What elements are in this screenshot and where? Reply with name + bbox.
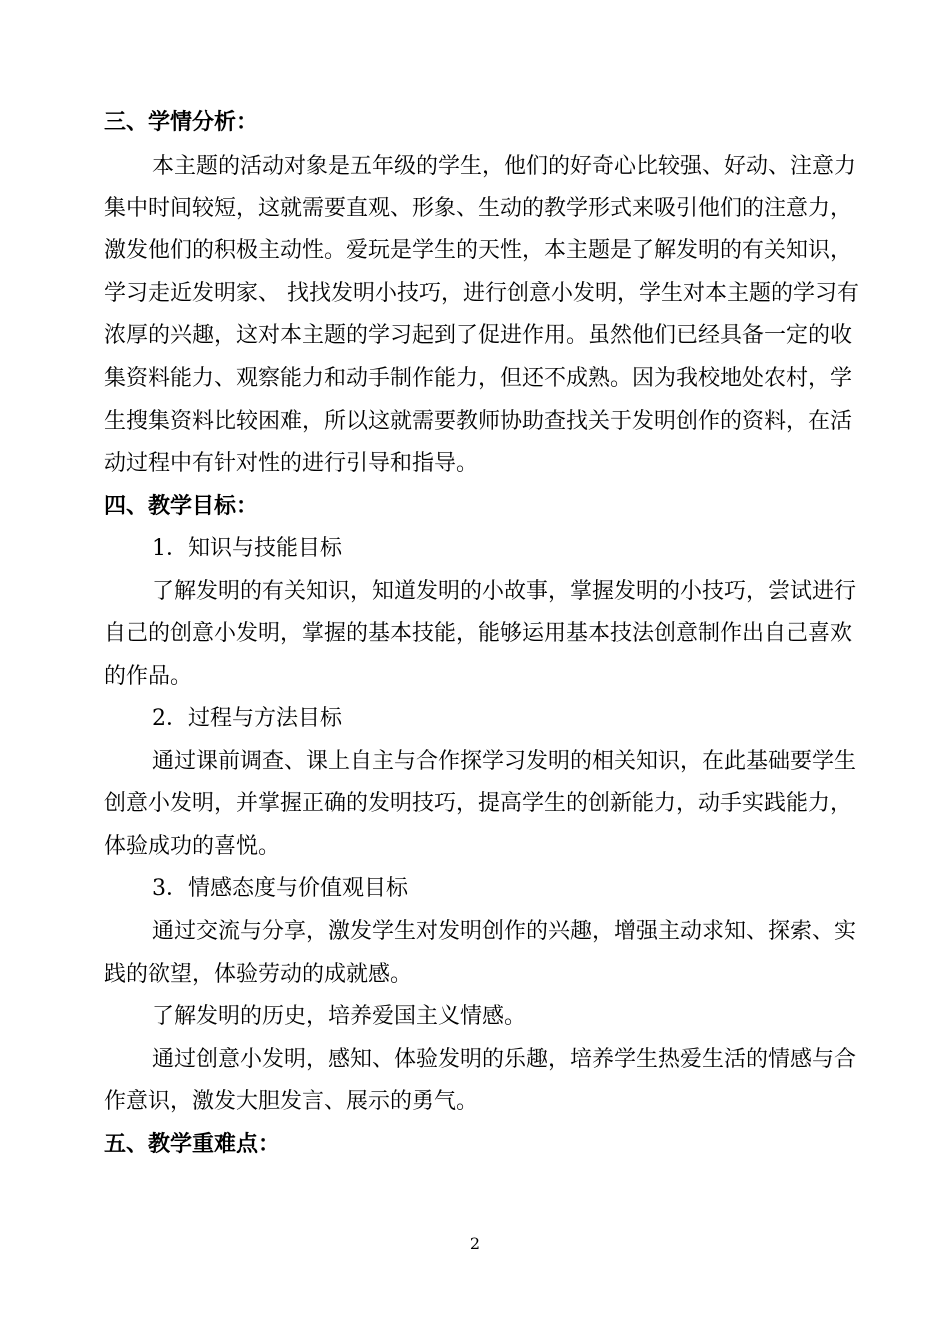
goal-heading-2: 2．过程与方法目标 — [152, 706, 342, 731]
paragraph-line: 了解发明的历史，培养爱国主义情感。 — [152, 1004, 527, 1029]
paragraph-line: 本主题的活动对象是五年级的学生，他们的好奇心比较强、好动、注意力 — [152, 154, 857, 179]
paragraph-line: 创意小发明，并掌握正确的发明技巧，提高学生的创新能力，动手实践能力， — [104, 791, 853, 816]
paragraph-line: 激发他们的积极主动性。爱玩是学生的天性，本主题是了解发明的有关知识， — [104, 238, 853, 263]
paragraph-line: 通过创意小发明，感知、体验发明的乐趣，培养学生热爱生活的情感与合 — [152, 1047, 857, 1072]
section-heading-5: 五、教学重难点： — [104, 1132, 281, 1157]
paragraph-line: 通过课前调查、课上自主与合作探学习发明的相关知识，在此基础要学生 — [152, 749, 857, 774]
paragraph-line: 的作品。 — [104, 664, 193, 689]
section-heading-3: 三、学情分析： — [104, 110, 259, 135]
paragraph-line: 了解发明的有关知识，知道发明的小故事，掌握发明的小技巧，尝试进行 — [152, 579, 857, 604]
paragraph-line: 浓厚的兴趣，这对本主题的学习起到了促进作用。虽然他们已经具备一定的收 — [104, 323, 853, 348]
goal-heading-3: 3．情感态度与价值观目标 — [152, 876, 408, 901]
paragraph-line: 作意识，激发大胆发言、展示的勇气。 — [104, 1089, 479, 1114]
paragraph-line: 践的欲望，体验劳动的成就感。 — [104, 962, 413, 987]
section-heading-4: 四、教学目标： — [104, 494, 259, 519]
paragraph-line: 集中时间较短，这就需要直观、形象、生动的教学形式来吸引他们的注意力， — [104, 196, 853, 221]
paragraph-line: 自己的创意小发明，掌握的基本技能，能够运用基本技法创意制作出自己喜欢 — [104, 621, 853, 646]
paragraph-line: 体验成功的喜悦。 — [104, 834, 281, 859]
paragraph-line: 集资料能力、观察能力和动手制作能力，但还不成熟。因为我校地处农村，学 — [104, 366, 853, 391]
goal-heading-1: 1．知识与技能目标 — [152, 536, 342, 561]
paragraph-line: 学习走近发明家、 找找发明小技巧，进行创意小发明，学生对本主题的学习有 — [104, 281, 859, 306]
paragraph-line: 动过程中有针对性的进行引导和指导。 — [104, 451, 479, 476]
paragraph-line: 通过交流与分享，激发学生对发明创作的兴趣，增强主动求知、探索、实 — [152, 919, 857, 944]
page-number: 2 — [469, 1234, 481, 1253]
paragraph-line: 生搜集资料比较困难，所以这就需要教师协助查找关于发明创作的资料，在活 — [104, 409, 853, 434]
